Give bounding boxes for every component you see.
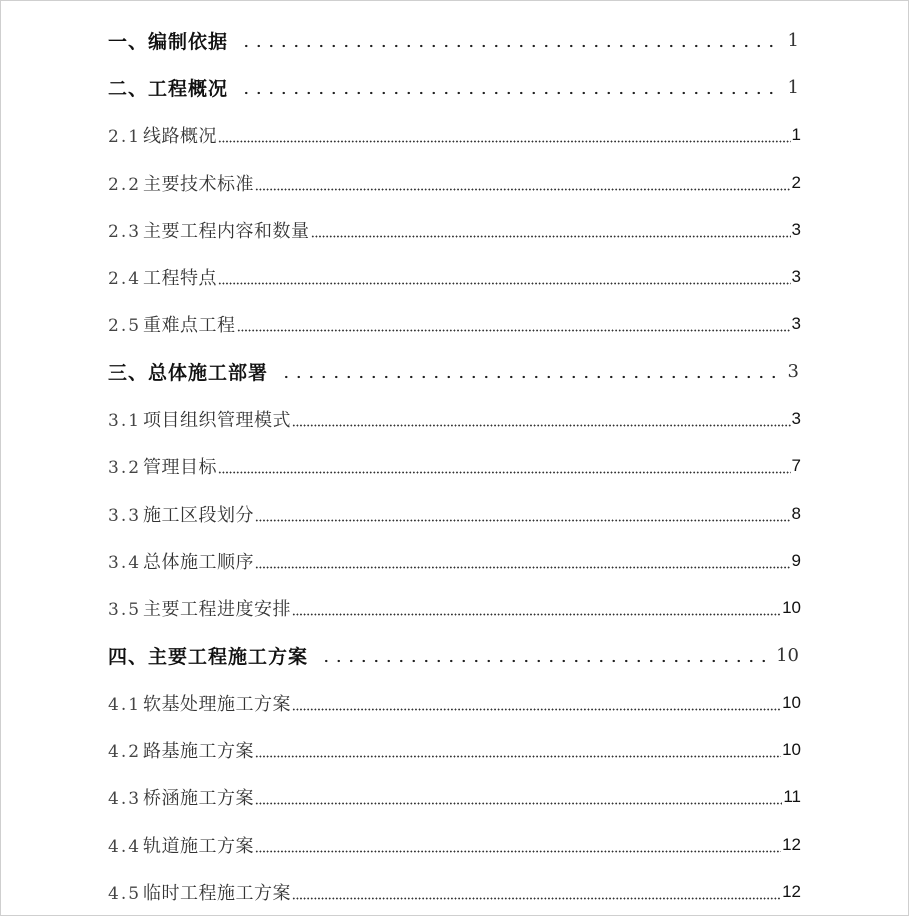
toc-entry-label	[108, 217, 310, 243]
toc-entry-label: 四、主要工程施工方案	[108, 646, 309, 668]
toc-entry-number: 4.1	[108, 694, 142, 715]
toc-entry-section-3-3[interactable]	[108, 490, 801, 537]
toc-entry-label	[108, 737, 254, 763]
toc-entry-section-4-4[interactable]	[108, 821, 801, 868]
toc-entry-section-2-2[interactable]	[108, 159, 801, 206]
toc-entry-label	[108, 879, 291, 905]
toc-entry-page: 3	[787, 361, 799, 383]
toc-entry-title: 重难点工程	[143, 315, 236, 337]
toc-entry-title: 主要工程进度安排	[143, 599, 292, 621]
toc-entry-section-4-5[interactable]	[108, 868, 801, 915]
toc-entry-section-2-4[interactable]	[108, 253, 801, 300]
dot-leader	[255, 519, 790, 522]
toc-entry-label	[108, 548, 254, 574]
toc-entry-title: 主要工程内容和数量	[143, 220, 310, 242]
toc-entry-section-2-5[interactable]	[108, 301, 801, 348]
toc-entry-page: 3	[791, 267, 801, 287]
toc-entry-label: 三、总体施工部署	[108, 362, 269, 385]
toc-entry-chapter-1[interactable]	[108, 17, 801, 64]
toc-entry-title: 管理目标	[143, 457, 218, 479]
toc-entry-label	[108, 453, 217, 479]
toc-entry-title: 工程特点	[143, 268, 218, 290]
toc-entry-page: 12	[782, 834, 801, 854]
toc-entry-title: 临时工程施工方案	[143, 882, 292, 904]
toc-entry-page: 7	[791, 456, 801, 476]
toc-entry-page: 10	[776, 645, 799, 666]
dot-leader	[292, 613, 781, 616]
toc-entry-title: 轨道施工方案	[143, 835, 255, 857]
toc-entry-section-3-1[interactable]	[108, 395, 801, 442]
dot-leader	[255, 188, 790, 191]
toc-entry-label	[108, 264, 217, 290]
toc-entry-page: 1	[791, 125, 801, 145]
toc-entry-title: 线路概况	[143, 126, 218, 148]
dot-leader	[320, 659, 766, 663]
toc-entry-number: 3.3	[108, 505, 142, 526]
toc-entry-number: 4.3	[108, 789, 142, 810]
toc-entry-page: 3	[791, 409, 801, 429]
dot-leader	[240, 44, 778, 48]
dot-leader	[218, 282, 790, 285]
toc-entry-number: 2.4	[108, 269, 142, 290]
toc-entry-page: 2	[791, 172, 801, 192]
toc-entry-label	[108, 784, 254, 810]
toc-entry-title: 主要技术标准	[143, 173, 255, 195]
toc-entry-title: 软基处理施工方案	[143, 693, 292, 715]
toc-entry-page: 10	[782, 692, 801, 712]
dot-leader	[255, 566, 790, 569]
toc-entry-label	[108, 122, 217, 148]
toc-entry-number: 3.2	[108, 458, 142, 479]
toc-entry-section-2-1[interactable]	[108, 112, 801, 159]
toc-entry-chapter-2[interactable]	[108, 64, 801, 111]
toc-entry-number: 3.5	[108, 600, 142, 621]
toc-entry-number: 4.2	[108, 742, 142, 763]
toc-entry-label: 一、编制依据	[108, 31, 229, 54]
toc-entry-number: 2.2	[108, 174, 142, 195]
dot-leader	[240, 91, 778, 95]
toc-entry-label	[108, 690, 291, 716]
toc-entry-page: 10	[782, 740, 801, 760]
toc-entry-label	[108, 170, 254, 196]
toc-entry-label	[108, 311, 236, 337]
toc-entry-section-4-3[interactable]	[108, 774, 801, 821]
toc-entry-title: 总体施工顺序	[143, 551, 255, 573]
toc-entry-number: 3.1	[108, 411, 142, 432]
toc-entry-page: 1	[787, 30, 799, 52]
toc-entry-number: 3.4	[108, 552, 142, 573]
toc-entry-page: 3	[791, 314, 801, 334]
toc-entry-section-2-3[interactable]	[108, 206, 801, 253]
dot-leader	[292, 897, 781, 900]
toc-entry-section-3-4[interactable]	[108, 537, 801, 584]
toc-entry-number: 2.1	[108, 127, 142, 148]
toc-entry-number: 2.5	[108, 316, 142, 337]
dot-leader	[237, 329, 791, 332]
toc-entry-title: 项目组织管理模式	[143, 410, 292, 432]
toc-entry-title: 桥涵施工方案	[143, 788, 255, 810]
toc-entry-page: 8	[791, 503, 801, 523]
dot-leader	[311, 235, 791, 238]
toc-entry-section-4-1[interactable]	[108, 679, 801, 726]
dot-leader	[255, 802, 782, 805]
toc-entry-title: 施工区段划分	[143, 504, 255, 526]
dot-leader	[292, 708, 781, 711]
toc-entry-label	[108, 832, 254, 858]
table-of-contents	[108, 17, 801, 916]
toc-entry-title: 路基施工方案	[143, 741, 255, 763]
toc-entry-label	[108, 595, 291, 621]
toc-entry-chapter-3[interactable]	[108, 348, 801, 395]
dot-leader	[255, 755, 781, 758]
dot-leader	[218, 471, 790, 474]
toc-entry-number: 4.5	[108, 883, 142, 904]
toc-entry-page: 1	[787, 77, 799, 99]
dot-leader	[280, 375, 778, 379]
dot-leader	[218, 140, 790, 143]
toc-entry-page: 9	[791, 550, 801, 570]
toc-entry-section-4-2[interactable]	[108, 726, 801, 773]
toc-entry-page: 3	[791, 219, 801, 239]
dot-leader	[255, 850, 781, 853]
toc-entry-section-3-5[interactable]	[108, 585, 801, 632]
toc-entry-section-3-2[interactable]	[108, 443, 801, 490]
toc-entry-chapter-4[interactable]	[108, 632, 801, 679]
toc-entry-page: 11	[783, 787, 801, 807]
toc-entry-label: 二、工程概况	[108, 78, 229, 101]
toc-entry-label	[108, 501, 254, 527]
toc-entry-number: 4.4	[108, 836, 142, 857]
toc-entry-number: 2.3	[108, 221, 142, 242]
toc-entry-label	[108, 406, 291, 432]
dot-leader	[292, 424, 790, 427]
toc-entry-page: 12	[782, 881, 801, 901]
toc-entry-page: 10	[782, 598, 801, 618]
